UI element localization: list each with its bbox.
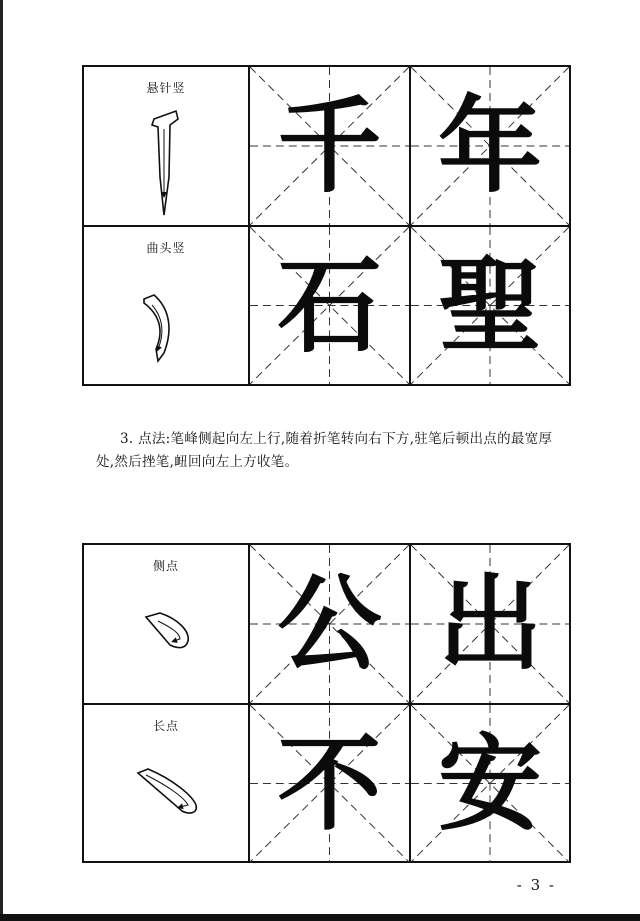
curved-head-vertical-stroke-icon xyxy=(84,227,248,386)
example-character: 出 xyxy=(437,562,542,685)
stroke-label: 侧点 xyxy=(152,559,179,573)
grid-cell xyxy=(409,67,569,225)
example-character: 安 xyxy=(437,721,542,845)
stroke-table-dots xyxy=(82,543,571,863)
stroke-label: 曲头竖 xyxy=(146,241,186,255)
grid-cell xyxy=(248,225,409,384)
page-number: - 3 - xyxy=(516,876,556,894)
stroke-table-vertical-strokes xyxy=(82,65,571,386)
grid-cell xyxy=(248,545,409,703)
stroke-label: 悬针竖 xyxy=(146,81,186,95)
stroke-cell xyxy=(84,67,248,225)
stroke-label: 长点 xyxy=(152,719,179,733)
page-edge-left xyxy=(0,0,3,921)
stroke-cell xyxy=(84,225,248,384)
long-dot-stroke-icon xyxy=(84,705,248,864)
example-character: 千 xyxy=(277,84,382,207)
hanging-needle-vertical-stroke-icon xyxy=(84,67,248,225)
example-character: 年 xyxy=(437,84,542,207)
grid-cell xyxy=(409,545,569,703)
grid-cell xyxy=(409,225,569,384)
grid-cell xyxy=(248,703,409,862)
page-edge-bottom xyxy=(0,914,640,921)
example-character: 公 xyxy=(277,562,382,685)
example-character: 不 xyxy=(277,721,382,845)
grid-cell xyxy=(248,67,409,225)
example-character: 石 xyxy=(277,243,382,367)
example-character: 聖 xyxy=(437,243,542,367)
side-dot-stroke-icon xyxy=(84,545,248,703)
stroke-cell xyxy=(84,545,248,703)
stroke-cell xyxy=(84,703,248,862)
grid-cell xyxy=(409,703,569,862)
dot-technique-paragraph: 3. 点法:笔峰侧起向左上行,随着折笔转向右下方,驻笔后顿出点的最宽厚处,然后挫笔,衄回向左上方收笔。 xyxy=(96,431,553,470)
